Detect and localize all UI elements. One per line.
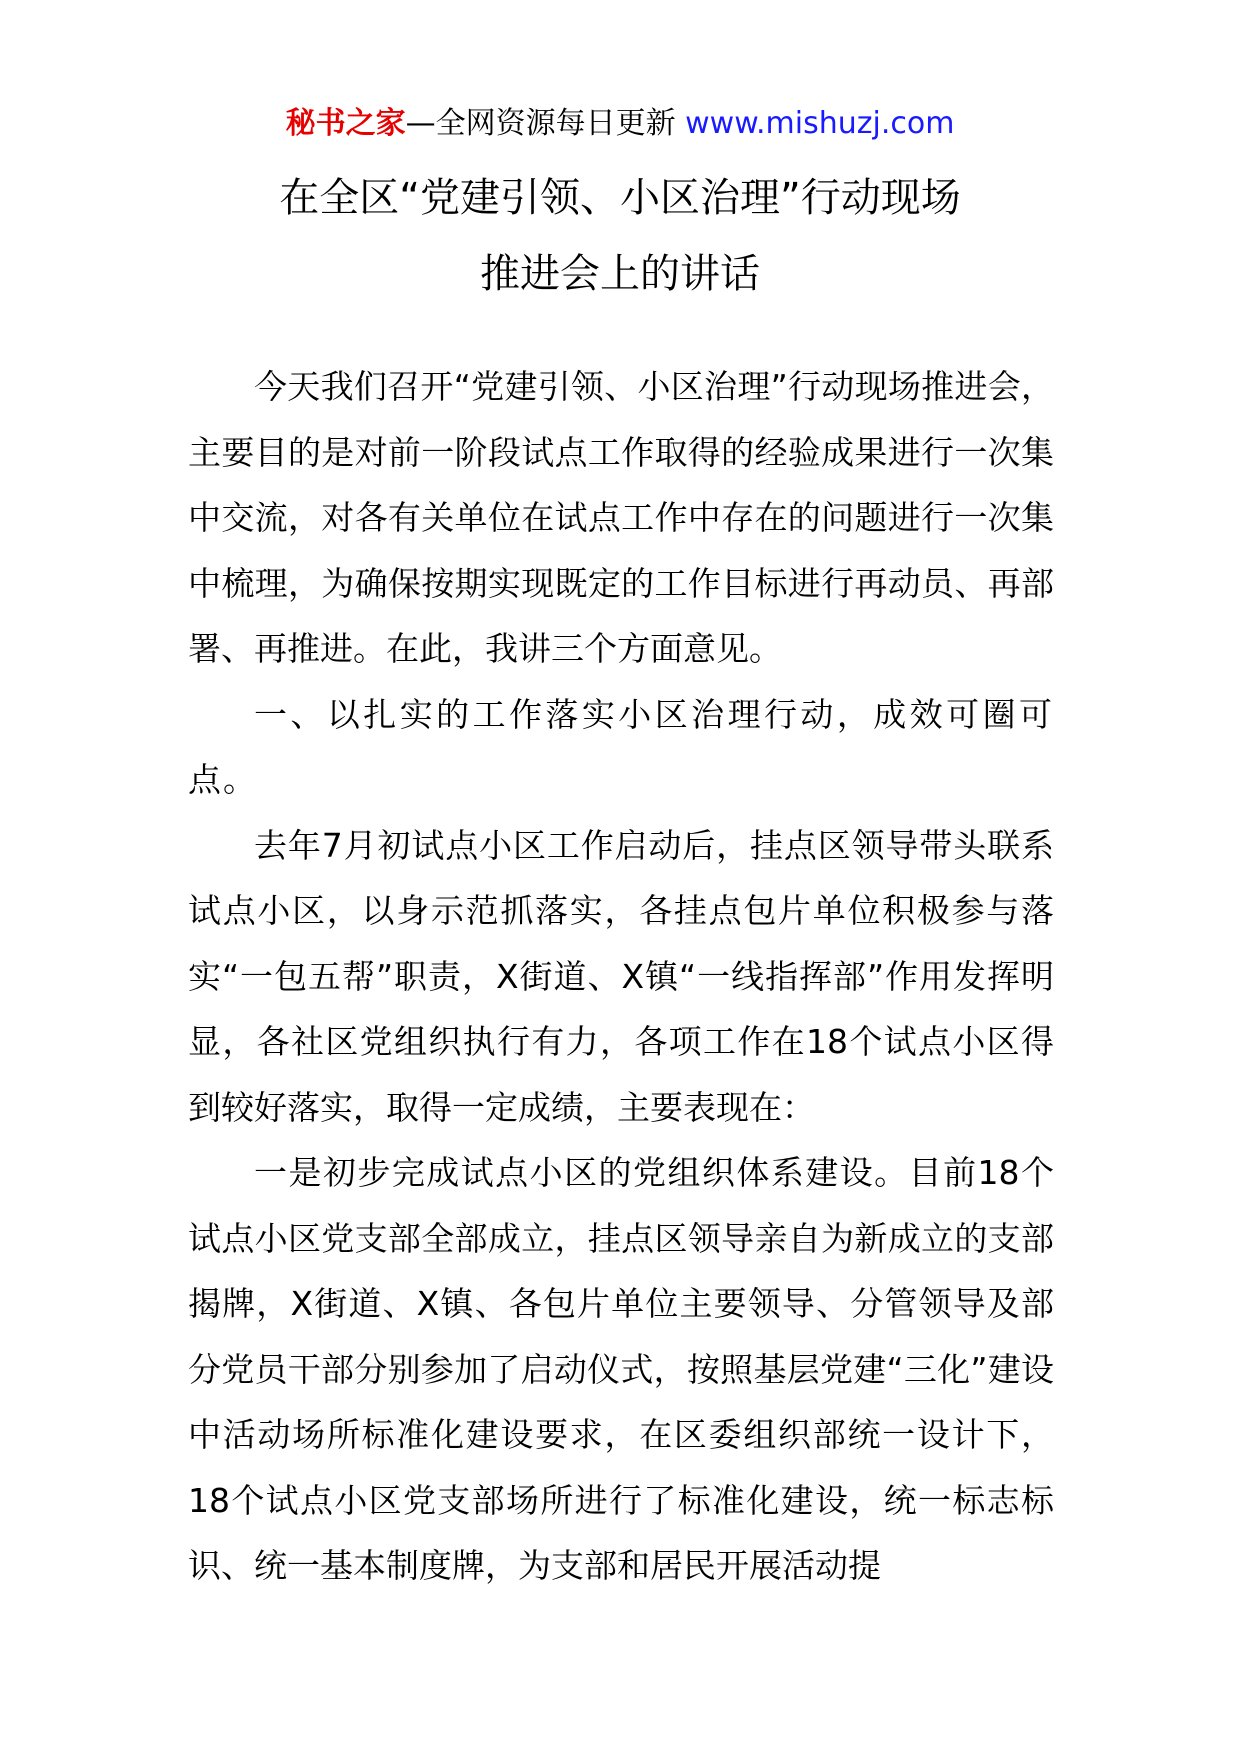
document-body (188, 354, 1054, 1599)
title-line-2: 推进会上的讲话 (480, 251, 760, 297)
paragraph-intro: 今天我们召开“党建引领、小区治理”行动现场推进会，主要目的是对前一阶段试点工作取得的经验成果进行一次集中交流，对各有关单位在试点工作中存在的问题进行一次集中梳理，为确保按期实现既定的工作目标进行再动员、再部署、再推进。在此，我讲三个方面意见。 (188, 367, 1054, 668)
section-heading-1: 一、以扎实的工作落实小区治理行动，成效可圈可点。 (188, 694, 1054, 799)
header-banner (0, 98, 1240, 150)
site-url-link[interactable]: www.mishuzj.com (685, 106, 955, 141)
brand-name: 秘书之家 (285, 106, 406, 141)
title-line-1: 在全区“党建引领、小区治理”行动现场 (279, 175, 961, 221)
header-slogan: —全网资源每日更新 (405, 106, 686, 141)
paragraph-party-system: 一是初步完成试点小区的党组织体系建设。目前18个试点小区党支部全部成立，挂点区领导亲自为新成立的支部揭牌，X街道、X镇、各包片单位主要领导、分管领导及部分党员干部分别参加了启动仪式，按照基层党建“三化”建设中活动场所标准化建设要求，在区委组织部统一设计下，18个试点小区党支部场所进行了标准化建设，统一标志标识、统一基本制度牌，为支部和居民开展活动提 (188, 1153, 1054, 1585)
document-title (0, 160, 1240, 312)
paragraph-progress: 去年7月初试点小区工作启动后，挂点区领导带头联系试点小区，以身示范抓落实，各挂点包片单位积极参与落实“一包五帮”职责，X街道、X镇“一线指挥部”作用发挥明显，各社区党组织执行有力，各项工作在18个试点小区得到较好落实，取得一定成绩，主要表现在： (188, 825, 1054, 1127)
